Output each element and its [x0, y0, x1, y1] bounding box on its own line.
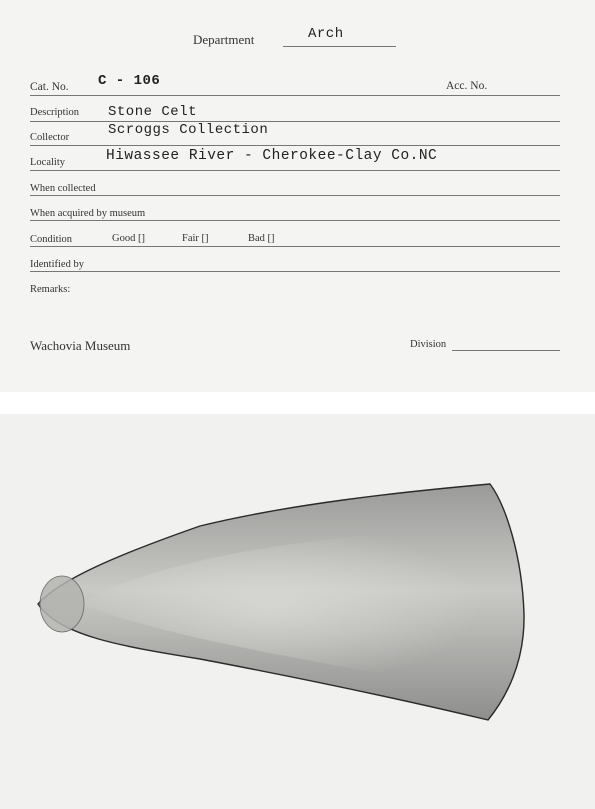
division-label: Division — [410, 339, 447, 350]
identified-by-line — [30, 271, 560, 272]
when-acquired-label: When acquired by museum — [30, 208, 146, 219]
identified-by-label: Identified by — [30, 259, 84, 270]
celt-poll-end — [40, 576, 84, 632]
catalog-card — [0, 0, 595, 392]
locality-value: Hiwassee River - Cherokee-Clay Co.NC — [106, 148, 438, 164]
cat-no-label: Cat. No. — [30, 81, 69, 93]
condition-fair: Fair [] — [182, 233, 209, 244]
when-collected-label: When collected — [30, 183, 96, 194]
stone-celt-drawing — [0, 414, 595, 809]
locality-label: Locality — [30, 157, 65, 168]
department-line — [283, 46, 396, 47]
illustration-card — [0, 414, 595, 809]
division-line — [452, 350, 560, 351]
description-value: Stone Celt — [108, 104, 198, 120]
department-value: Arch — [308, 26, 344, 42]
condition-label: Condition — [30, 234, 73, 245]
card-separator — [0, 392, 595, 414]
department-label: Department — [193, 32, 255, 47]
acc-no-label: Acc. No. — [446, 80, 488, 92]
collector-value: Scroggs Collection — [108, 122, 269, 138]
remarks-label: Remarks: — [30, 284, 71, 295]
cat-no-value: C - 106 — [98, 73, 161, 89]
condition-line — [30, 246, 560, 247]
collector-label: Collector — [30, 132, 70, 143]
condition-bad: Bad [] — [248, 233, 275, 244]
museum-name: Wachovia Museum — [30, 338, 131, 353]
cat-no-line — [30, 95, 560, 96]
condition-good: Good [] — [112, 233, 145, 244]
collector-line — [30, 145, 560, 146]
locality-line — [30, 170, 560, 171]
when-acquired-line — [30, 220, 560, 221]
description-label: Description — [30, 107, 79, 118]
when-collected-line — [30, 195, 560, 196]
